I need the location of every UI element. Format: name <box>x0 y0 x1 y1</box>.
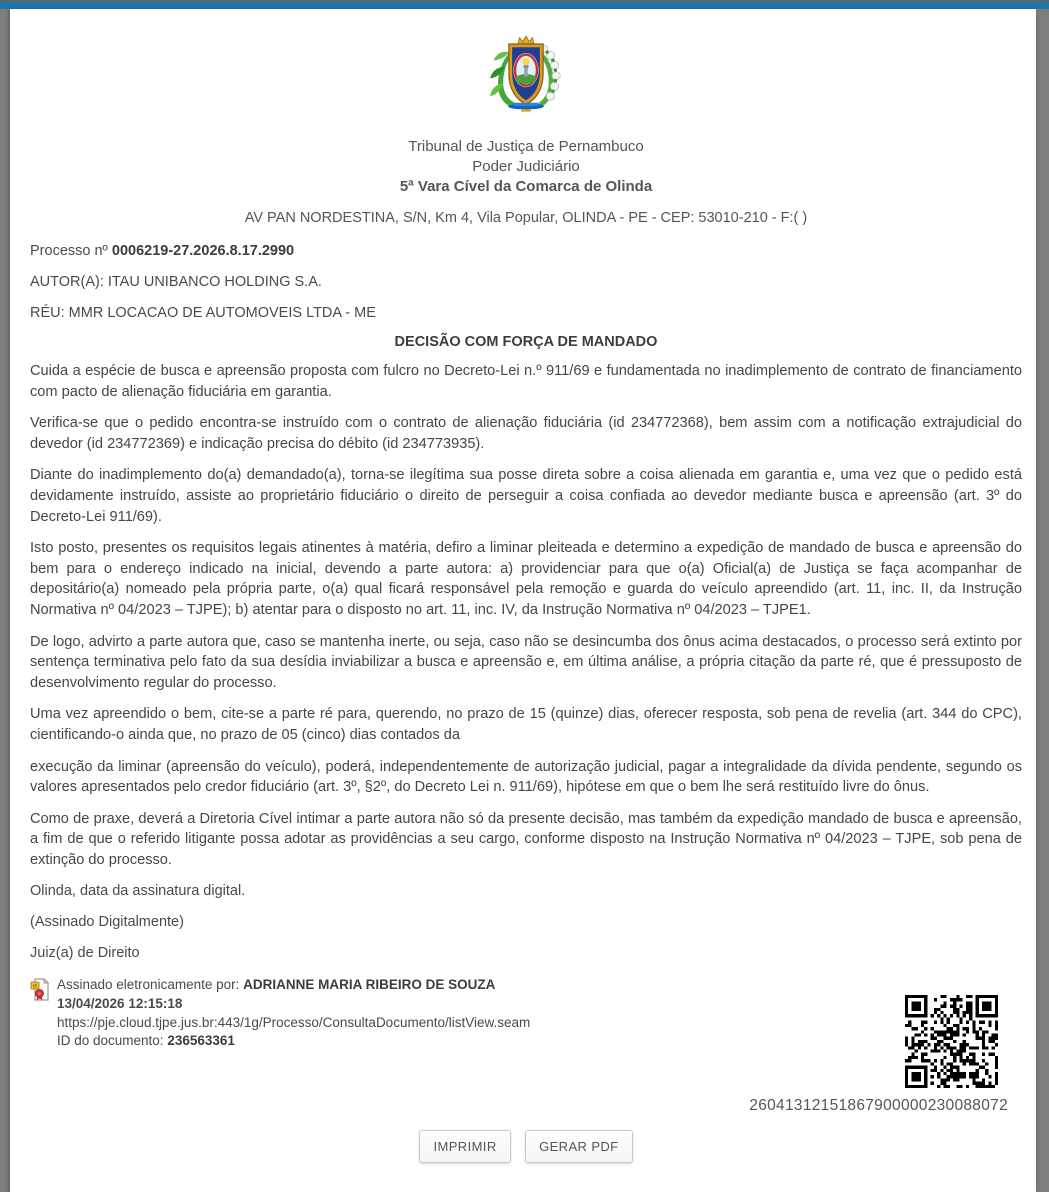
decision-paragraph: Uma vez apreendido o bem, cite-se a parte ré para, querendo, no prazo de 15 (quinze) dias, oferecer resposta, sob pena de revelia (art. 344 do CPC), cientificando-o ainda que, no prazo de 05 (cinco) dias contados da <box>30 706 1022 743</box>
process-label: Processo nº <box>30 243 108 259</box>
document-url: https://pje.cloud.tjpe.jus.br:443/1g/Processo/ConsultaDocumento/listView.seam <box>57 1014 531 1030</box>
decision-paragraph: De logo, advirto a parte autora que, caso se mantenha inerte, ou seja, caso não se desincumba dos ônus acima destacados, o processo será extinto por sentença terminativa pelo fato da sua desídia inviabilizar a busca e apreensão e, em última análise, a própria citação da parte ré, que é pressuposto de desenvolvimento regular do processo. <box>30 633 1022 691</box>
actions-bar <box>30 1130 1022 1163</box>
process-number-line <box>30 241 1022 262</box>
top-bar <box>0 0 1049 9</box>
signature-row <box>30 976 1022 1088</box>
digitally-signed-line: (Assinado Digitalmente) <box>30 914 184 931</box>
decision-paragraph: Como de praxe, deverá a Diretoria Cível intimar a parte autora não só da presente decisão, mas também da expedição mandado de busca e apreensão, a fim de que o referido litigante possa adotar as providências a seu cargo, conforme disposto na Instrução Normativa nº 04/2023 – TJPE, sob pena de extinção do processo. <box>30 810 1022 868</box>
pernambuco-coat-of-arms-icon <box>485 31 567 119</box>
court-header <box>30 137 1022 197</box>
print-button[interactable]: IMPRIMIR <box>419 1130 510 1163</box>
branch-name: Poder Judiciário <box>472 158 580 175</box>
barcode-number: 26041312151867900000230088072 <box>749 1097 1008 1115</box>
decision-paragraph: Diante do inadimplemento do(a) demandado(a), torna-se ilegítima sua posse direta sobre a coisa alienada em garantia e, uma vez que o pedido está devidamente instruído, assiste ao proprietário fiduciário o direito de perseguir a coisa confiada ao devedor mediante busca e apreensão (art. 3º do Decreto-Lei 911/69). <box>30 467 1022 525</box>
decision-paragraph: Cuida a espécie de busca e apreensão proposta com fulcro no Decreto-Lei n.º 911/69 e fundamentada no inadimplemento de contrato de financiamento com pacto de alienação fiduciária em garantia. <box>30 363 1022 400</box>
judge-line: Juiz(a) de Direito <box>30 945 140 962</box>
signer-name: ADRIANNE MARIA RIBEIRO DE SOUZA <box>243 977 496 993</box>
document-id: 236563361 <box>167 1033 235 1049</box>
process-number: 0006219-27.2026.8.17.2990 <box>111 243 295 259</box>
court-name: Tribunal de Justiça de Pernambuco <box>408 138 644 155</box>
qr-code <box>905 995 998 1088</box>
logo-container <box>30 31 1022 124</box>
signature-text <box>57 976 530 1050</box>
decision-paragraph: Verifica-se que o pedido encontra-se instruído com o contrato de alienação fiduciária (id 234772368), bem assim com a notificação extrajudicial do devedor (id 234772369) e indicação precisa do débito (id 234773935). <box>30 415 1022 452</box>
digital-certificate-icon <box>30 978 52 1001</box>
signature-block <box>30 976 530 1050</box>
decision-paragraph: execução da liminar (apreensão do veículo), poderá, independentemente de autorização judicial, pagar a integralidade da dívida pendente, segundo os valores apresentados pelo credor fiduciário (art. 3º, §2º, do Decreto Lei n. 911/69), hipótese em que o bem lhe será restituído livre do ônus. <box>30 758 1022 796</box>
signed-by-line: Assinado eletronicamente por: ADRIANNE MARIA RIBEIRO DE SOUZA <box>57 977 496 993</box>
signature-datetime: 13/04/2026 12:15:18 <box>57 996 183 1012</box>
defendant-line: RÉU: MMR LOCACAO DE AUTOMOVEIS LTDA - ME <box>30 305 376 321</box>
decision-paragraph: Isto posto, presentes os requisitos legais atinentes à matéria, defiro a liminar pleiteada e determino a expedição de mandado de busca e apreensão do bem para o endereço indicado na inicial, devendo a parte autora: a) providenciar para que o(a) Oficial(a) de Justiça se faça acompanhar de depositário(a) nomeado pela própria parte, o(a) qual ficará responsável pela remoção e guarda do veículo apreendido (art. 11, inc. II, da Instrução Normativa nº 04/2023 – TJPE); b) atentar para o disposto no art. 11, inc. IV, da Instrução Normativa nº 04/2023 – TJPE1. <box>30 540 1022 618</box>
author-line: AUTOR(A): ITAU UNIBANCO HOLDING S.A. <box>30 274 322 290</box>
decision-title: DECISÃO COM FORÇA DE MANDADO <box>394 334 658 350</box>
court-address: AV PAN NORDESTINA, S/N, Km 4, Vila Popular, OLINDA - PE - CEP: 53010-210 - F:( ) <box>244 210 808 226</box>
document-id-line: ID do documento: 236563361 <box>57 1033 235 1049</box>
document-panel <box>10 9 1036 1192</box>
court-division: 5ª Vara Cível da Comarca de Olinda <box>399 178 653 195</box>
closing-place-line: Olinda, data da assinatura digital. <box>30 883 246 900</box>
generate-pdf-button[interactable]: GERAR PDF <box>525 1130 632 1163</box>
